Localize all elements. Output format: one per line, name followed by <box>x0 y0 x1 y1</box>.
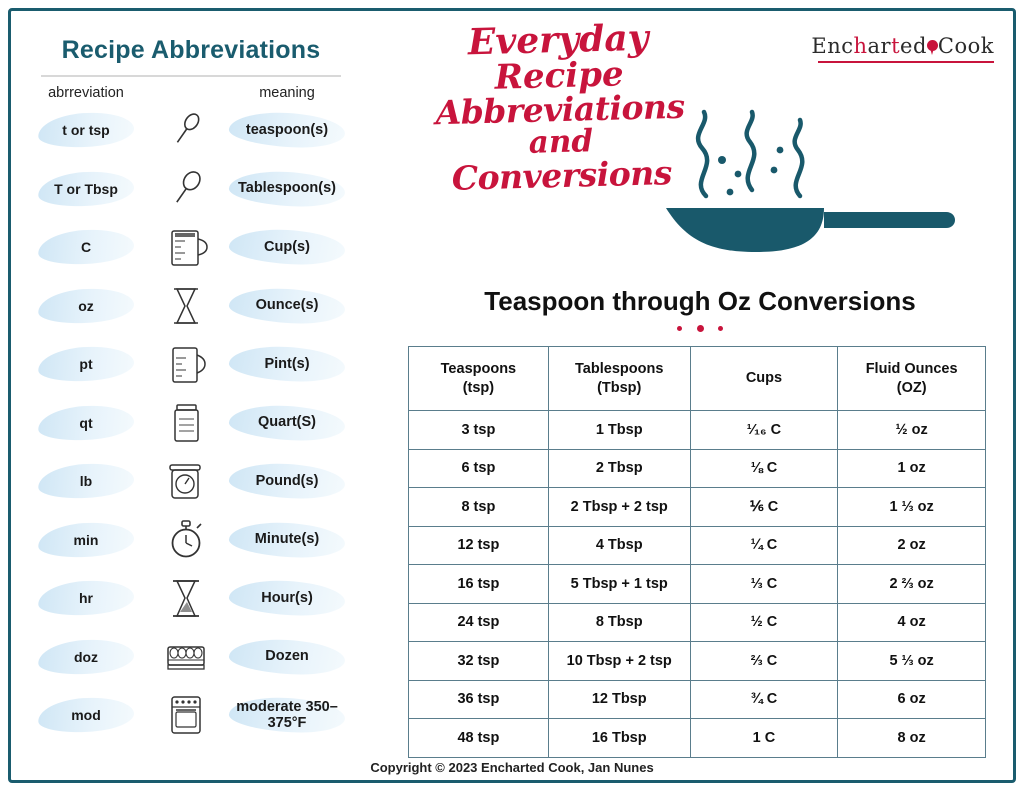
decorative-dots <box>400 320 1000 338</box>
column-header-abbreviation: abrreviation <box>48 85 124 101</box>
list-item <box>22 628 360 687</box>
table-row <box>409 449 986 488</box>
tablespoon-icon <box>150 169 222 209</box>
cell-tablespoons: 16 Tbsp <box>548 719 690 758</box>
cell-tablespoons: 10 Tbsp + 2 tsp <box>548 642 690 681</box>
list-item <box>22 686 360 745</box>
brand-logo[interactable] <box>811 34 994 63</box>
cell-fluid-ounces: 4 oz <box>838 603 986 642</box>
cell-fluid-ounces: 2 ⅔ oz <box>838 565 986 604</box>
oven-icon <box>150 691 222 739</box>
cell-fluid-ounces: 2 oz <box>838 526 986 565</box>
list-item <box>22 335 360 394</box>
cell-teaspoons: 48 tsp <box>409 719 549 758</box>
abbreviation-label: T or Tbsp <box>54 180 118 197</box>
abbreviation-cell <box>22 233 150 261</box>
cell-teaspoons: 3 tsp <box>409 411 549 450</box>
cell-fluid-ounces: 8 oz <box>838 719 986 758</box>
steaming-frying-pan-icon <box>660 100 960 265</box>
column-header-cups <box>690 347 838 411</box>
list-item <box>22 394 360 453</box>
cell-tablespoons: 1 Tbsp <box>548 411 690 450</box>
list-item <box>22 569 360 628</box>
meaning-cell <box>222 180 352 197</box>
cell-fluid-ounces: ½ oz <box>838 411 986 450</box>
left-panel-column-headers <box>22 85 360 101</box>
meaning-cell <box>222 356 352 373</box>
abbreviation-label: t or tsp <box>62 122 110 139</box>
measuring-cup-icon <box>150 223 222 271</box>
table-row <box>409 719 986 758</box>
conversions-heading: Teaspoon through Oz Conversions <box>484 286 916 316</box>
cell-cups: ⅛ C <box>690 449 838 488</box>
header-line-2: (OZ) <box>896 379 927 396</box>
logo-underline <box>818 61 994 63</box>
title-line-2: Recipe <box>494 54 625 98</box>
abbreviation-cell <box>22 701 150 729</box>
abbreviation-label: C <box>80 239 92 256</box>
cell-cups: ½ C <box>690 603 838 642</box>
cell-teaspoons: 16 tsp <box>409 565 549 604</box>
meaning-label: Pound(s) <box>255 472 319 489</box>
meaning-cell <box>222 297 352 314</box>
abbreviation-cell <box>22 116 150 144</box>
list-item <box>22 511 360 570</box>
list-item <box>22 277 360 336</box>
cell-fluid-ounces: 6 oz <box>838 680 986 719</box>
quart-jar-icon <box>150 399 222 447</box>
meaning-label: Pint(s) <box>264 355 310 372</box>
abbreviation-cell <box>22 526 150 554</box>
cell-tablespoons: 2 Tbsp + 2 tsp <box>548 488 690 527</box>
meaning-cell <box>222 473 352 490</box>
cell-tablespoons: 4 Tbsp <box>548 526 690 565</box>
recipe-abbreviations-panel <box>22 22 360 757</box>
abbreviation-label: oz <box>78 297 94 314</box>
column-header-teaspoons <box>409 347 549 411</box>
stopwatch-icon <box>150 516 222 564</box>
list-item <box>22 101 360 160</box>
meaning-label: Dozen <box>265 648 309 665</box>
table-row <box>409 680 986 719</box>
table-row <box>409 565 986 604</box>
column-header-fluid-ounces <box>838 347 986 411</box>
cell-fluid-ounces: 5 ⅓ oz <box>838 642 986 681</box>
meaning-label: Quart(S) <box>258 414 316 431</box>
abbreviation-cell <box>22 350 150 378</box>
meaning-cell <box>222 648 352 665</box>
header-line-2: (Tbsp) <box>597 379 642 396</box>
meaning-label: moderate 350–375°F <box>236 698 338 732</box>
teaspoon-icon <box>150 110 222 150</box>
meaning-label: teaspoon(s) <box>245 121 329 138</box>
divider <box>41 75 341 77</box>
meaning-cell <box>222 239 352 256</box>
cell-teaspoons: 12 tsp <box>409 526 549 565</box>
meaning-label: Hour(s) <box>261 589 313 606</box>
abbreviation-cell <box>22 409 150 437</box>
egg-carton-icon <box>150 635 222 679</box>
cell-tablespoons: 12 Tbsp <box>548 680 690 719</box>
meaning-cell <box>222 699 352 732</box>
meaning-label: Cup(s) <box>264 238 310 255</box>
logo-part-4: t <box>891 34 901 58</box>
abbreviation-label: min <box>73 531 99 548</box>
header-line-1: Teaspoons <box>440 361 517 378</box>
kitchen-scale-icon <box>150 457 222 505</box>
title-line-5: Conversions <box>451 152 673 198</box>
cell-cups: ¹⁄₁₆ C <box>690 411 838 450</box>
abbreviation-label: hr <box>79 590 93 607</box>
logo-part-5: ed <box>900 34 927 58</box>
cell-teaspoons: 32 tsp <box>409 642 549 681</box>
abbreviation-label: qt <box>79 414 93 431</box>
title-line-1: Everyday <box>467 16 650 64</box>
abbreviation-label: lb <box>79 473 93 490</box>
cell-tablespoons: 5 Tbsp + 1 tsp <box>548 565 690 604</box>
conversion-table <box>408 346 986 758</box>
header-line-1: Fluid Ounces <box>865 361 958 378</box>
abbreviation-cell <box>22 175 150 203</box>
meaning-cell <box>222 414 352 431</box>
logo-part-1: Enc <box>811 34 854 58</box>
dot <box>718 326 723 331</box>
table-row <box>409 526 986 565</box>
title-line-3: Abbreviations <box>435 87 686 133</box>
meaning-label: Tablespoon(s) <box>237 180 336 197</box>
cell-teaspoons: 36 tsp <box>409 680 549 719</box>
pint-jug-icon <box>150 340 222 388</box>
cell-tablespoons: 2 Tbsp <box>548 449 690 488</box>
left-panel-heading: Recipe Abbreviations <box>61 36 321 64</box>
copyright-notice: Copyright © 2023 Encharted Cook, Jan Nunes <box>370 760 654 775</box>
cell-cups: ⅙ C <box>690 488 838 527</box>
table-row <box>409 411 986 450</box>
list-item <box>22 452 360 511</box>
cell-tablespoons: 8 Tbsp <box>548 603 690 642</box>
abbreviation-label: pt <box>79 356 93 373</box>
cell-cups: ¾ C <box>690 680 838 719</box>
title-line-4: and <box>528 123 594 161</box>
cell-cups: ⅔ C <box>690 642 838 681</box>
table-row <box>409 642 986 681</box>
dot <box>677 326 682 331</box>
table-header-row <box>409 347 986 411</box>
cell-teaspoons: 8 tsp <box>409 488 549 527</box>
table-row <box>409 603 986 642</box>
logo-part-3: ar <box>867 34 892 58</box>
header-line-1: Tablespoons <box>575 361 664 378</box>
meaning-label: Minute(s) <box>254 531 320 548</box>
column-header-icon <box>150 85 222 101</box>
abbreviation-cell <box>22 292 150 320</box>
hourglass-icon <box>150 282 222 330</box>
header-line-1: Cups <box>745 370 783 387</box>
header-line-2: (tsp) <box>462 379 495 396</box>
abbreviation-cell <box>22 643 150 671</box>
abbreviation-cell <box>22 584 150 612</box>
map-pin-icon <box>927 40 938 55</box>
cell-cups: ⅓ C <box>690 565 838 604</box>
brand-logo-text <box>811 34 994 58</box>
dot <box>697 325 704 332</box>
logo-part-2: h <box>853 34 868 58</box>
cell-teaspoons: 24 tsp <box>409 603 549 642</box>
hourglass-timer-icon <box>150 574 222 622</box>
meaning-label: Ounce(s) <box>255 297 319 314</box>
abbreviation-label: mod <box>71 707 101 724</box>
abbreviation-label: doz <box>73 648 99 665</box>
list-item <box>22 160 360 219</box>
abbreviation-cell <box>22 467 150 495</box>
list-item <box>22 218 360 277</box>
table-row <box>409 488 986 527</box>
cell-teaspoons: 6 tsp <box>409 449 549 488</box>
logo-part-6: Cook <box>937 34 994 58</box>
cell-cups: ¼ C <box>690 526 838 565</box>
cell-cups: 1 C <box>690 719 838 758</box>
column-header-tablespoons <box>548 347 690 411</box>
meaning-cell <box>222 122 352 139</box>
column-header-meaning: meaning <box>259 85 315 101</box>
cell-fluid-ounces: 1 ⅓ oz <box>838 488 986 527</box>
cell-fluid-ounces: 1 oz <box>838 449 986 488</box>
meaning-cell <box>222 531 352 548</box>
meaning-cell <box>222 590 352 607</box>
